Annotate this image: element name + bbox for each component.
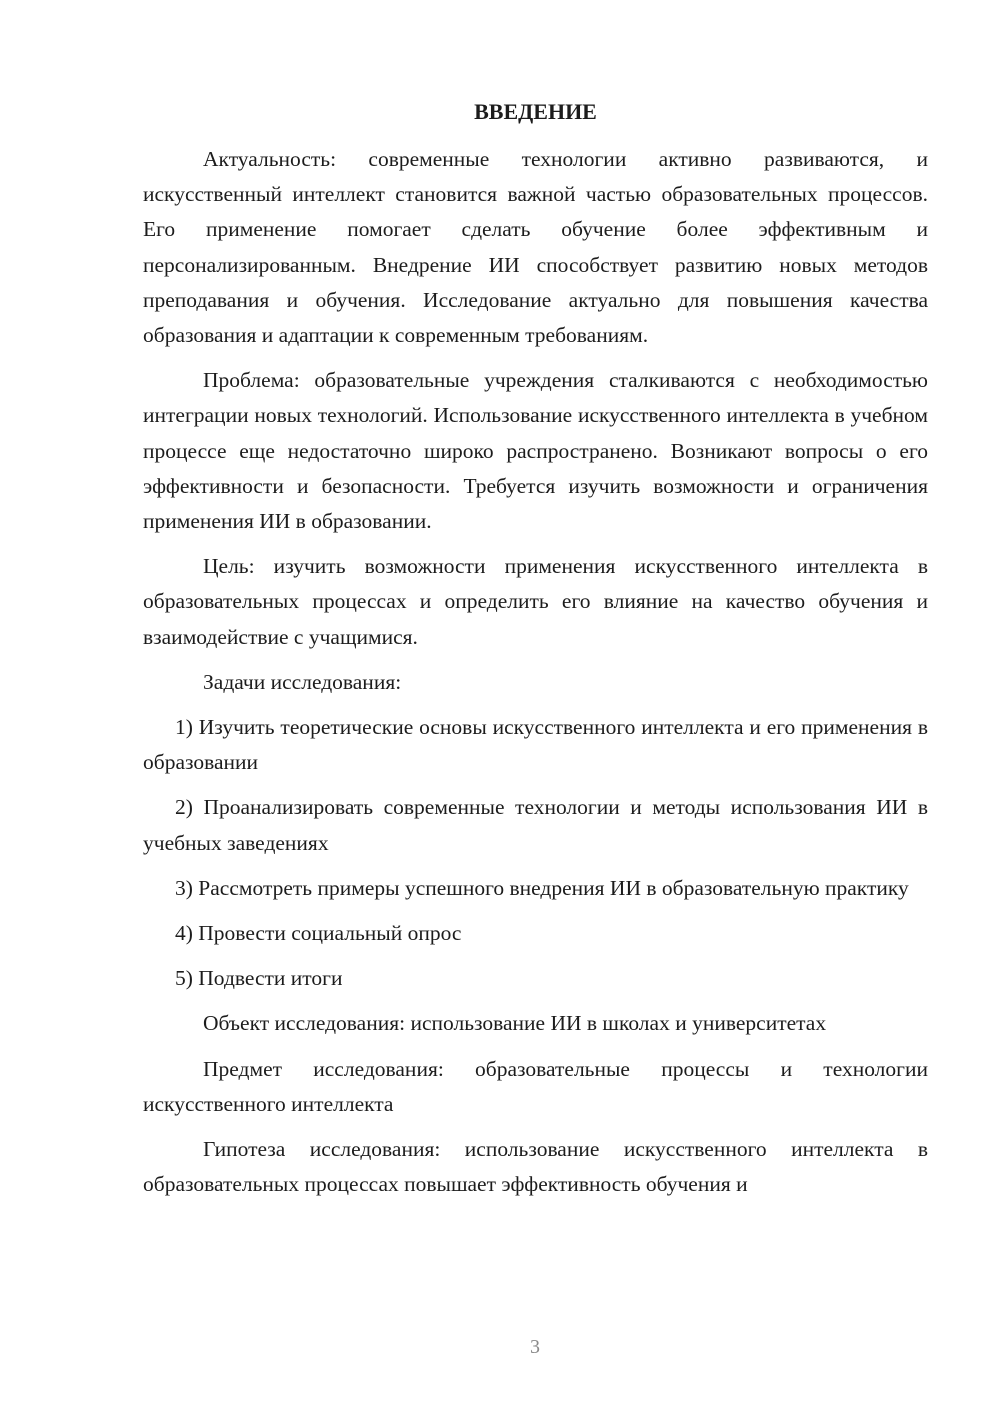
task-item-4: 4) Провести социальный опрос bbox=[175, 921, 462, 946]
paragraph-relevance: Актуальность: современные технологии активно развиваются, и искусственный интеллект становится важной частью образовательных процессов. Его применение помогает сделать обучение более эффективным и персонализированным. Внедрение ИИ способствует развитию новых методов преподавания и обучения. Исследование актуально для повышения качества образования и адаптации к современным требованиям. bbox=[143, 147, 928, 348]
page-number: 3 bbox=[530, 1336, 540, 1358]
tasks-heading: Задачи исследования: bbox=[203, 669, 402, 694]
task-item-5: 5) Подвести итоги bbox=[175, 966, 343, 991]
task-item-2: 2) Проанализировать современные технологии и методы использования ИИ в учебных заведениях bbox=[143, 795, 928, 855]
task-item-3: 3) Рассмотреть примеры успешного внедрения ИИ в образовательную практику bbox=[175, 875, 909, 900]
paragraph-problem: Проблема: образовательные учреждения сталкиваются с необходимостью интеграции новых технологий. Использование искусственного интеллекта в учебном процессе еще недостаточно широко распространено. Возникают вопросы о его эффективности и безопасности. Требуется изучить возможности и ограничения применения ИИ в образовании. bbox=[143, 368, 928, 534]
paragraph-object: Объект исследования: использование ИИ в школах и университетах bbox=[203, 1011, 827, 1036]
paragraph-subject: Предмет исследования: образовательные процессы и технологии искусственного интеллекта bbox=[143, 1056, 928, 1116]
page-title: ВВЕДЕНИЕ bbox=[474, 99, 597, 124]
document-body bbox=[143, 142, 928, 1212]
paragraph-goal: Цель: изучить возможности применения искусственного интеллекта в образовательных процессах и определить его влияние на качество обучения и взаимодействие с учащимися. bbox=[143, 554, 928, 649]
task-item-1: 1) Изучить теоретические основы искусственного интеллекта и его применения в образовании bbox=[143, 715, 928, 775]
paragraph-hypothesis: Гипотеза исследования: использование искусственного интеллекта в образовательных процессах повышает эффективность обучения и bbox=[143, 1137, 928, 1197]
